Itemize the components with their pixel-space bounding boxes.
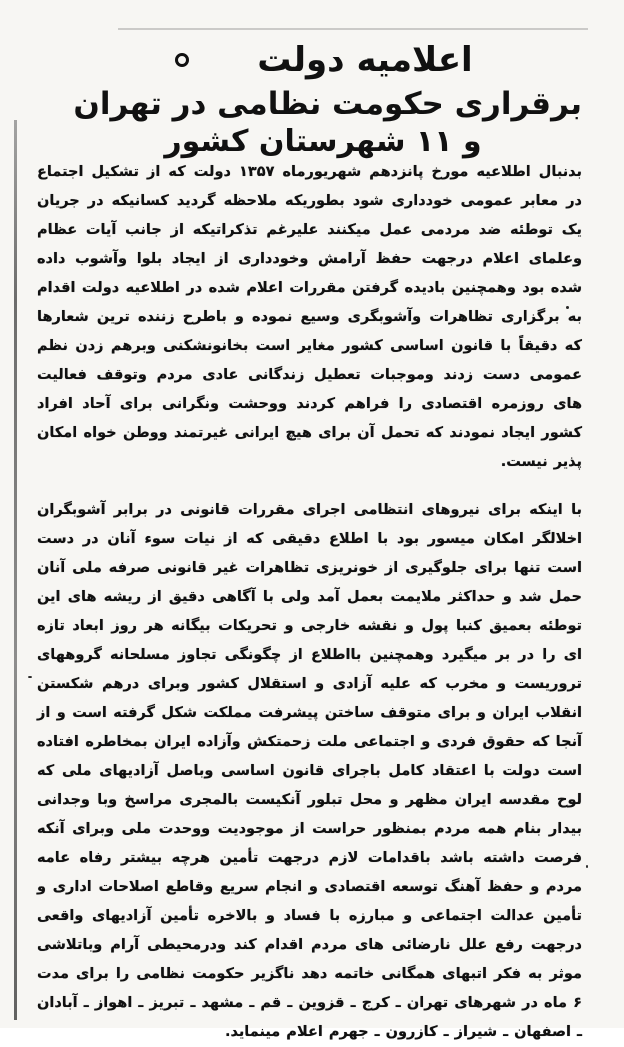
document-title: اعلامیه دولت	[257, 40, 473, 80]
document-paragraph-2: با اینکه برای نیروهای انتظامی اجرای مقررات قانونی در برابر آشوبگران اخلالگر امکان میسور بود با اطلاع دقیقی که از نیات سوء آنان در دست است تنها برای جلوگیری از خونریزی تظاهرات غیر قانونی صرفه ملی آنان حمل شد و حداکثر ملایمت بعمل آمد ولی با آگاهی دقیق از ریشه های این توطئه بعمیق کنبا پول و نقشه خارجی و تحریکات بیگانه هر روز ابعاد تازه ای را در بر میگیرد وهمچنین بااطلاع از چگونگی تجاوز مسلحانه گروههای تروریست و مخرب که علیه آزادی و استقلال کشور وبرای درهم شکستن انقلاب ایران و برای متوقف ساختن پیشرفت مملکت شکل گرفته است و از آنجا که حقوق فردی و اجتماعی ملت زحمتکش وآزاده ایران بمخاطره افتاده است دولت با اعتقاد کامل باجرای قانون اساسی وباصل آزادیهای ملی که لوح مقدسه ایران مظهر و محل تبلور آنکیست بالمجری مراسخ وبا وجدانی بیدار بنام همه مردم بمنظور حراست از موجودیت ووحدت ملی وبرای آنکه فرصت داشته باشد باقدامات لازم درجهت تأمین هرچه بیشتر رفاه عامه مردم و حفظ آهنگ توسعه اقتصادی و انجام سریع وقاطع اصلاحات اداری و تأمین عدالت اجتماعی و مبارزه با فساد و بالاخره تأمین آزادیهای واقعی درجهت رفع علل نارضائی های مردم اقدام کند ودرمحیطی آرام وباتلاشی موثر به فکر اتبهای همگانی خاتمه دهد ناگزیر حکومت نظامی را برای مدت ۶ ماه در شهرهای تهران ـ کرج ـ قزوین ـ قم ـ مشهد ـ تبریز ـ اهواز ـ آبادان ـ اصفهان ـ شیراز ـ کازرون ـ جهرم اعلام مینماید.	[37, 502, 582, 1040]
document-paragraph-1: بدنبال اطلاعیه مورخ پانزدهم شهریورماه ۱۳۵۷ دولت که از تشکیل اجتماع در معابر عمومی خودداری شود بطوریکه ملاحظه گردید کسانیکه در جریان یک توطئه ضد مردمی عمل میکنند علیرغم تذکراتیکه از جانب آیات عظام وعلمای اعلام درجهت حفظ آرامش وخودداری از ایجاد بلوا وآشوب داده شده بود وهمچنین بادیده گرفتن مقررات اعلام شده در اطلاعیه دولت اقدام به برگزاری تظاهرات وآشوبگری وسیع نموده و باطرح زننده ترین شعارها که دقیقاً با قانون اساسی کشور مغایر است بخانونشکنی وبرهم زدن نظم عمومی دست زدند وموجبات تعطیل زندگانی عادی مردم وتوقف فعالیت های روزمره اقتصادی را فراهم کردند ووحشت ونگرانی برای آحاد افراد کشور ایجاد نمودند که تحمل آن برای هیچ ایرانی غیرتمند ووطن خواه امکان پذیر نیست.	[37, 164, 582, 470]
page-left-binding-edge	[14, 120, 17, 1020]
scan-speck	[586, 865, 588, 868]
scan-speck	[566, 306, 569, 309]
document-body	[37, 158, 582, 1047]
document-subtitle-line-1: برقراری حکومت نظامی در تهران	[73, 86, 582, 122]
page-top-rule	[118, 28, 588, 30]
document-subtitle-line-2: و ۱۱ شهرستان کشور	[164, 124, 482, 159]
scan-speck	[28, 676, 32, 678]
